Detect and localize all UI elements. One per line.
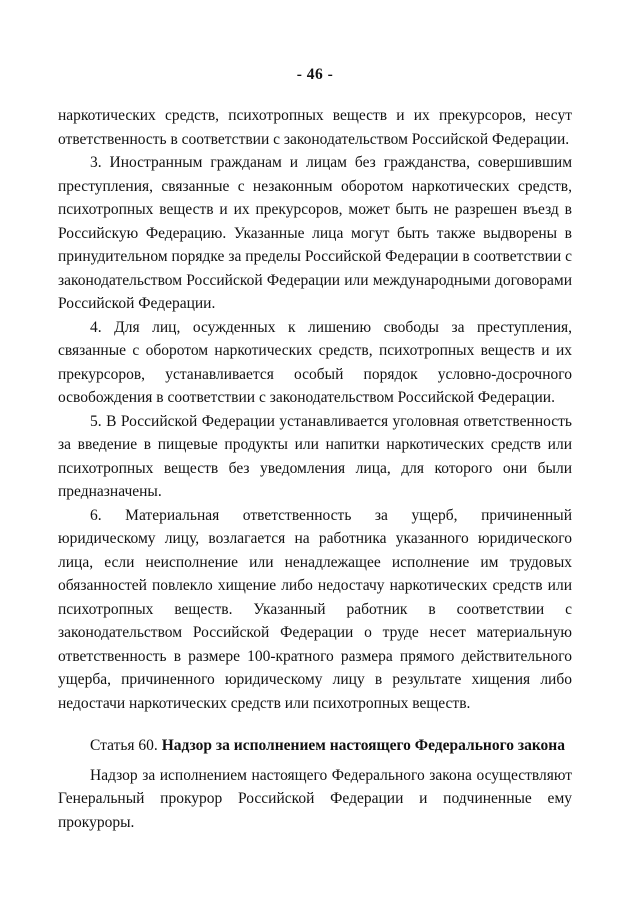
article-title: Надзор за исполнением настоящего Федерального закона: [161, 737, 565, 754]
paragraph-item-3: 3. Иностранным гражданам и лицам без гражданства, совершившим преступления, связанные с незаконным оборотом наркотических средств, психотропных веществ и их прекурсоров, может быть не разрешен въезд в Российскую Федерацию. Указанные лица могут быть также выдворены в принудительном порядке за пределы Российской Федерации в соответствии с законодательством Российской Федерации или международными договорами Российской Федерации.: [58, 154, 572, 312]
paragraph-item-6: 6. Материальная ответственность за ущерб, причиненный юридическому лицу, возлагается на работника указанного юридического лица, если неисполнение или ненадлежащее исполнение им трудовых обязанностей повлекло хищение либо недостачу наркотических средств или психотропных веществ. Указанный работник в соответствии с законодательством Российской Федерации о труде несет материальную ответственность в размере 100-кратного размера прямого действительного ущерба, причиненного юридическому лицу в результате хищения либо недостачи наркотических средств или психотропных веществ.: [58, 506, 572, 712]
page-number: - 46 -: [296, 66, 334, 83]
paragraph-item-5: 5. В Российской Федерации устанавливается уголовная ответственность за введение в пищевые продукты или напитки наркотических средств или психотропных веществ без уведомления лица, для которого они были предназначены.: [58, 412, 572, 500]
paragraph-continuation: наркотических средств, психотропных веществ и их прекурсоров, несут ответственность в соответствии с законодательством Российской Федерации.: [58, 107, 572, 148]
paragraph-item-4: 4. Для лиц, осужденных к лишению свободы за преступления, связанные с оборотом наркотических средств, психотропных веществ и их прекурсоров, устанавливается особый порядок условно-досрочного освобождения в соответствии с законодательством Российской Федерации.: [58, 318, 572, 406]
article-heading: [58, 734, 572, 758]
article-text: Надзор за исполнением настоящего Федерального закона осуществляют Генеральный прокурор Российской Федерации и подчиненные ему прокуроры.: [58, 766, 572, 831]
article-number: Статья 60.: [90, 737, 158, 754]
